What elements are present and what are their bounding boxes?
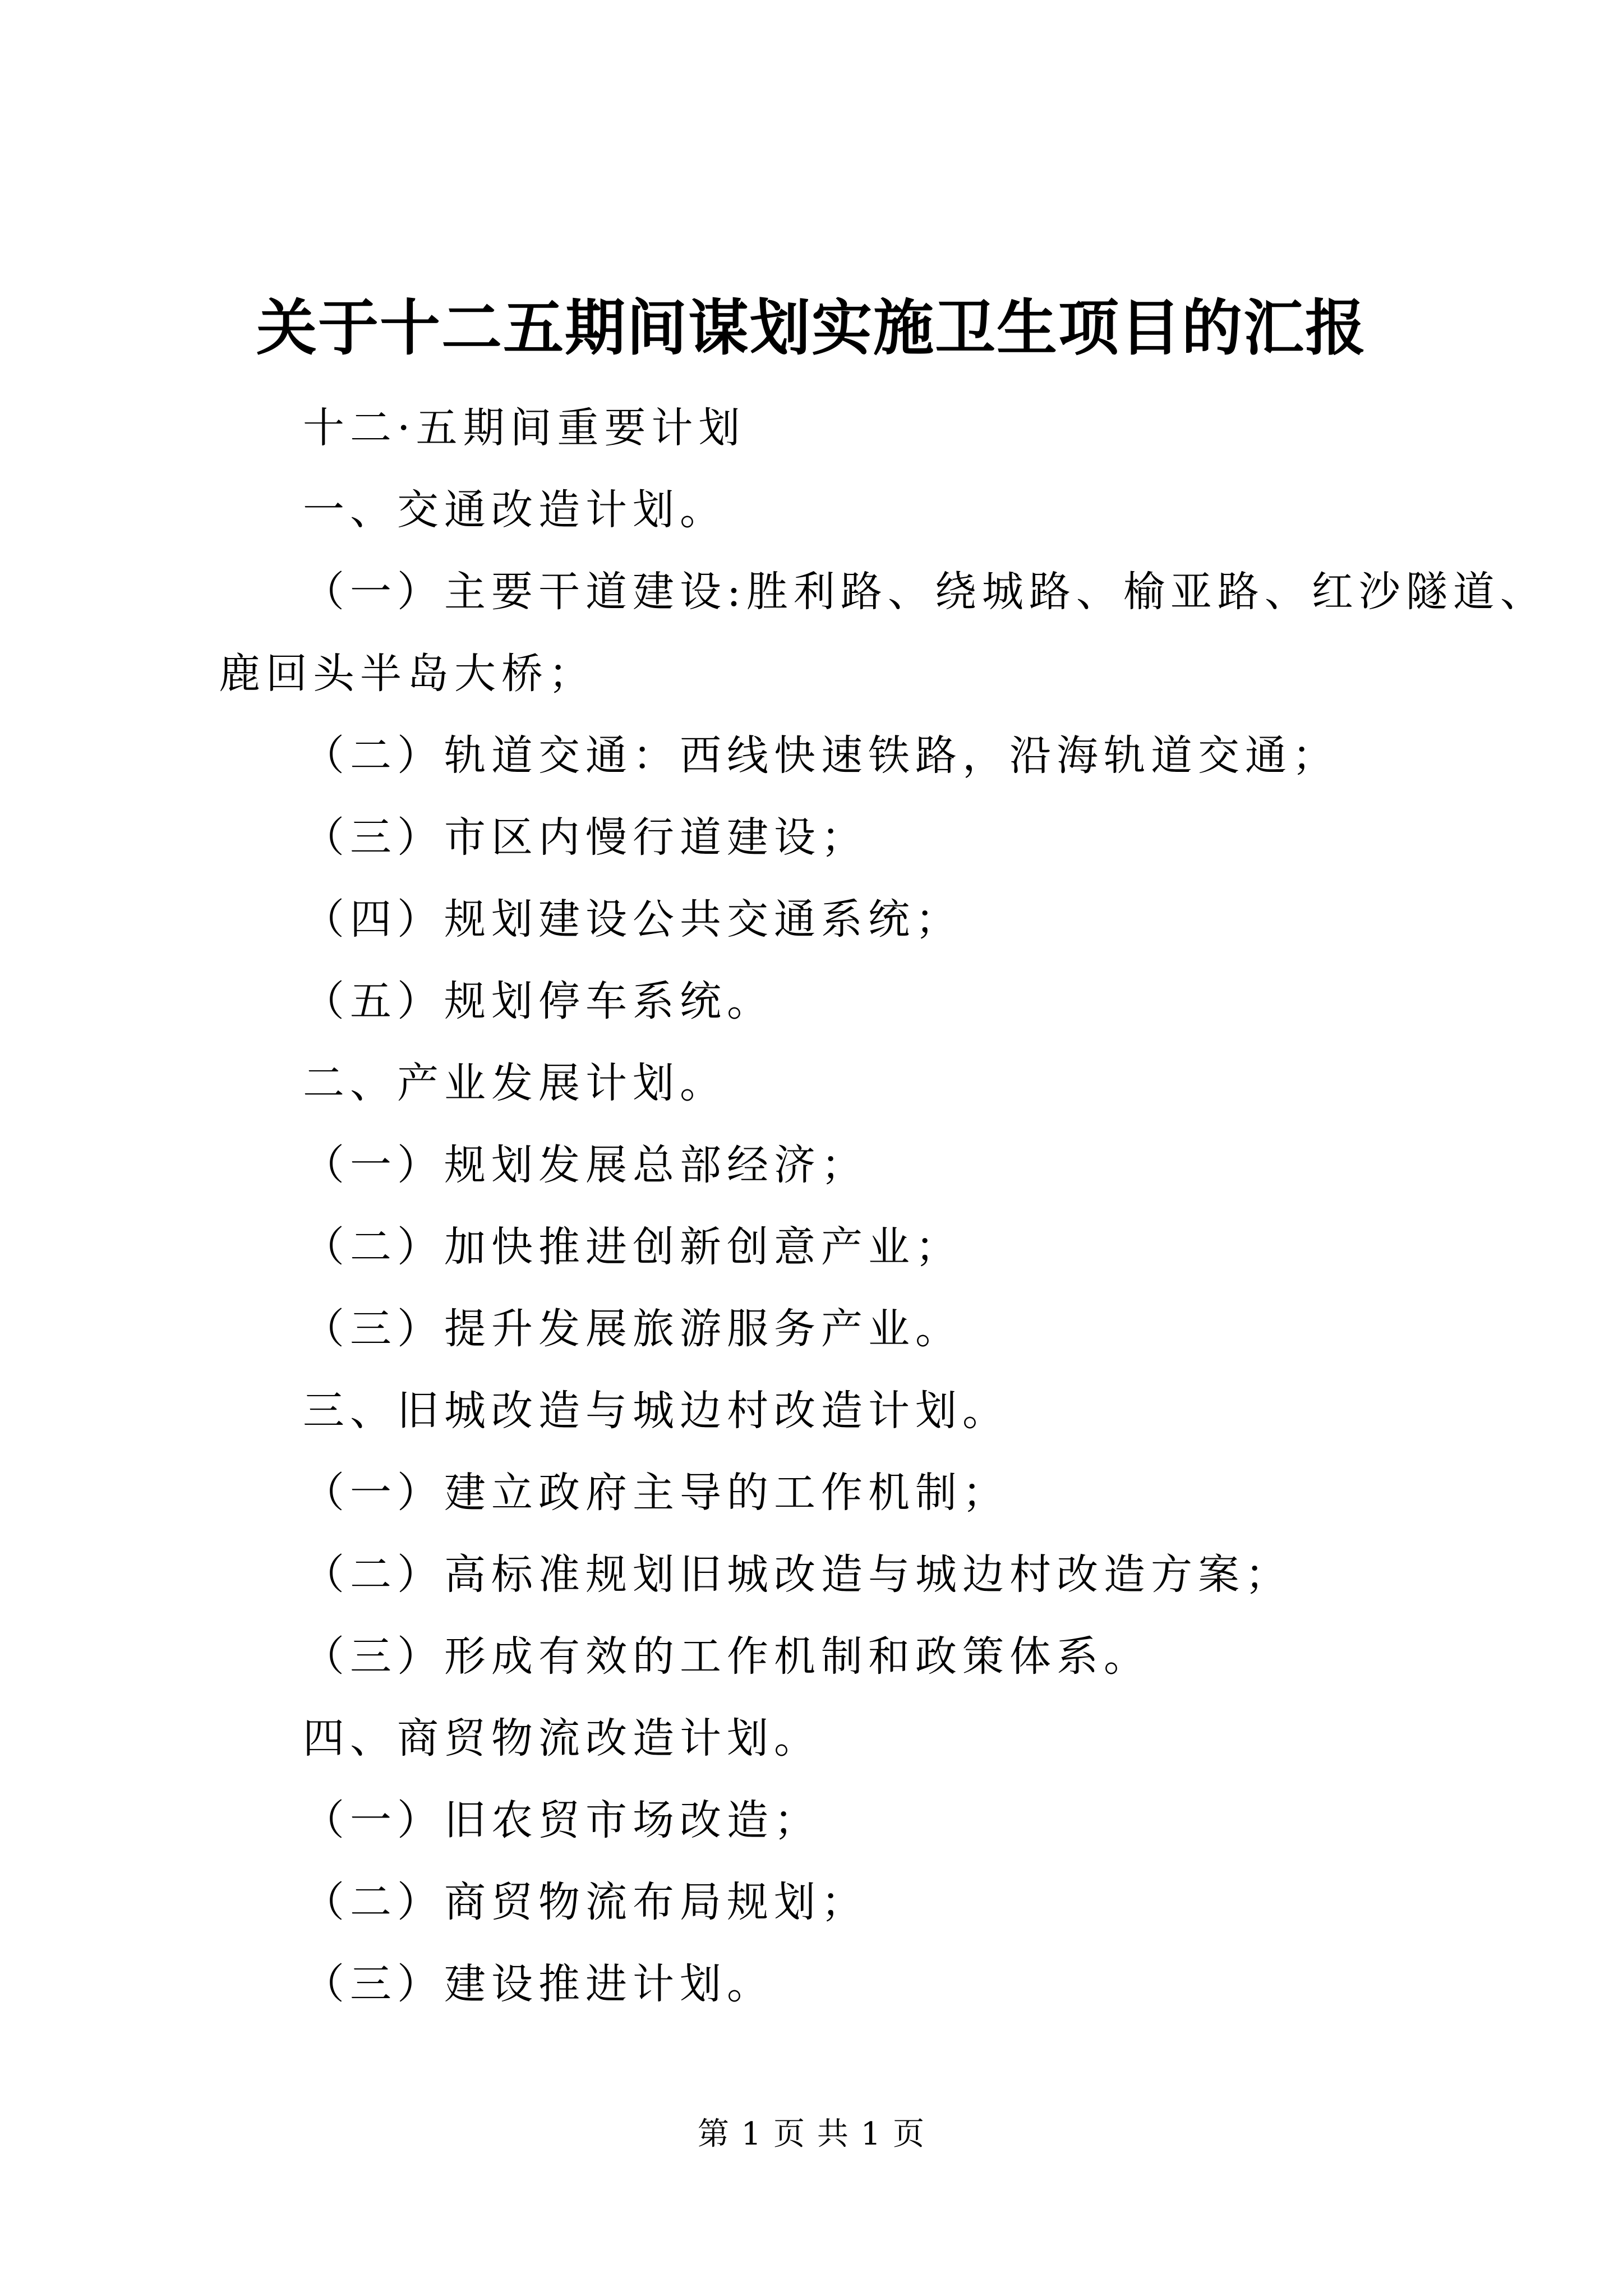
list-item: （三）形成有效的工作机制和政策体系。 [303, 1632, 1151, 1681]
section-heading: 四、商贸物流改造计划。 [303, 1714, 821, 1763]
document-title: 关于十二五期间谋划实施卫生项目的汇报 [256, 293, 1367, 364]
list-item: （二）加快推进创新创意产业； [303, 1223, 962, 1271]
section-heading: 二、产业发展计划。 [303, 1059, 727, 1107]
list-item: （三）市区内慢行道建设； [303, 813, 868, 862]
list-item: （三）提升发展旅游服务产业。 [303, 1305, 962, 1353]
list-item: （二）高标准规划旧城改造与城边村改造方案； [303, 1550, 1292, 1599]
list-item: （三）建设推进计划。 [303, 1960, 774, 2008]
list-item: （一）建立政府主导的工作机制； [303, 1469, 1009, 1517]
list-item: （一）旧农贸市场改造； [303, 1796, 821, 1844]
list-item-continuation: 鹿回头半岛大桥； [219, 650, 596, 698]
section-heading: 三、旧城改造与城边村改造计划。 [303, 1387, 1009, 1435]
document-body [219, 387, 1547, 2025]
list-item: （四）规划建设公共交通系统； [303, 895, 962, 944]
list-item: （二）轨道交通：西线快速铁路，沿海轨道交通； [303, 731, 1339, 780]
list-item: （一）规划发展总部经济； [303, 1141, 868, 1189]
plan-heading: 十二·五期间重要计划 [303, 404, 746, 452]
list-item: （一）主要干道建设:胜利路、绕城路、榆亚路、红沙隧道、 [303, 568, 1547, 616]
page-number: 第 1 页 共 1 页 [697, 2116, 926, 2152]
list-item: （二）商贸物流布局规划； [303, 1878, 868, 1926]
list-item: （五）规划停车系统。 [303, 977, 774, 1025]
section-heading: 一、交通改造计划。 [303, 486, 727, 534]
